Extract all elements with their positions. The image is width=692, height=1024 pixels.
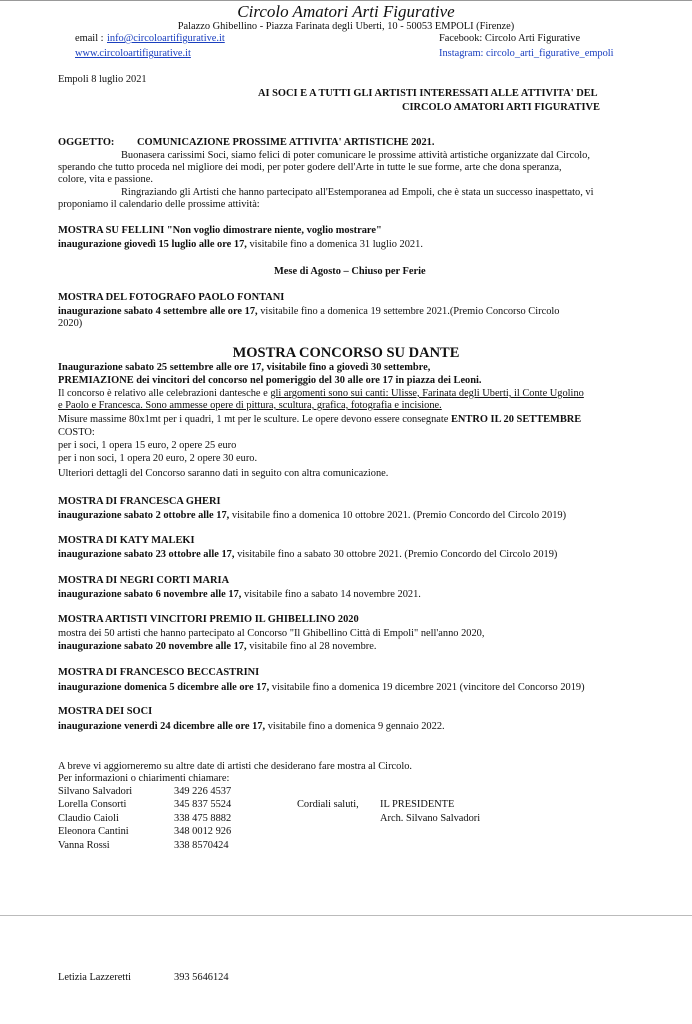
contact-name-3: Claudio Caioli: [58, 813, 119, 824]
dante-premiazione-detail: dei vincitori del concorso nel pomeriggio del 30 alle ore 17 in piazza dei Leoni.: [136, 375, 482, 386]
closing-greeting: Cordiali saluti,: [297, 799, 359, 810]
closing-update: A breve vi aggiorneremo su altre date di artisti che desiderano fare mostra al Circolo.: [58, 761, 413, 772]
contact-name-2: Lorella Consorti: [58, 799, 127, 810]
beccastrini-dates: [58, 682, 585, 694]
letter-date: Empoli 8 luglio 2021: [58, 74, 147, 85]
intro-p2-line1: Ringraziando gli Artisti che hanno partecipato all'Estemporanea ad Empoli, che è stata un successo inaspettato, vi: [121, 187, 594, 198]
fellini-title: MOSTRA SU FELLINI "Non voglio dimostrare niente, voglio mostrare": [58, 225, 382, 236]
contact-name-1: Silvano Salvadori: [58, 786, 133, 797]
letterhead-address: Palazzo Ghibellino - Piazza Farinata degli Uberti, 10 - 50053 EMPOLI (Firenze): [177, 21, 515, 32]
ghibellino-dates: [58, 641, 376, 653]
fontani-title: MOSTRA DEL FOTOGRAFO PAOLO FONTANI: [58, 292, 285, 303]
recipients-line-2: CIRCOLO AMATORI ARTI FIGURATIVE: [402, 102, 600, 113]
ghibellino-visiting: visitabile fino al 28 novembre.: [249, 641, 377, 652]
contact-name-5: Vanna Rossi: [58, 840, 110, 851]
contact-phone-1: 349 226 4537: [174, 786, 232, 797]
contact-phone-3: 338 475 8882: [174, 813, 232, 824]
closing-role: IL PRESIDENTE: [380, 799, 455, 810]
fellini-dates: [58, 239, 423, 251]
email-label: email :: [75, 33, 104, 44]
top-border: [0, 0, 692, 1]
letterhead-title: Circolo Amatori Arti Figurative: [237, 2, 455, 21]
contact-name-4: Eleonora Cantini: [58, 826, 129, 837]
website-link[interactable]: www.circoloartifigurative.it: [75, 48, 191, 59]
fontani-dates-cont: 2020): [58, 318, 83, 329]
ghibellino-desc: mostra dei 50 artisti che hanno partecipato al Concorso "Il Ghibellino Città di Empoli" nell'anno 2020,: [58, 628, 485, 639]
dante-premiazione: PREMIAZIONE: [58, 375, 134, 386]
dante-cost-label: COSTO:: [58, 427, 95, 438]
maleki-dates: [58, 549, 557, 561]
contact-phone-2: 345 837 5524: [174, 799, 232, 810]
closing-info: Per informazioni o chiarimenti chiamare:: [58, 773, 230, 784]
august-closure: Mese di Agosto – Chiuso per Ferie: [274, 266, 426, 277]
dante-more-details: Ulteriori dettagli del Concorso saranno dati in seguito con altra comunicazione.: [58, 468, 389, 479]
fontani-inauguration: inaugurazione sabato 4 settembre alle ore 17,: [58, 306, 258, 317]
soci-title: MOSTRA DEI SOCI: [58, 706, 153, 717]
negri-inauguration: inaugurazione sabato 6 novembre alle 17,: [58, 589, 242, 600]
soci-dates: [58, 721, 445, 733]
beccastrini-title: MOSTRA DI FRANCESCO BECCASTRINI: [58, 667, 260, 678]
intro-p1-line2: sperando che tutto proceda nel migliore dei modi, per poter godere dell'Arte in tutte le sue forme, arte che dona speranza,: [58, 162, 562, 173]
closing-signature: Arch. Silvano Salvadori: [380, 813, 481, 824]
dante-line3-b: gli argomenti sono sui canti: Ulisse, Farinata degli Uberti, il Conte Ugolino: [270, 388, 584, 399]
ghibellino-inauguration: inaugurazione sabato 20 novembre alle 17,: [58, 641, 247, 652]
dante-cost-members: per i soci, 1 opera 15 euro, 2 opere 25 euro: [58, 440, 237, 451]
dante-line3: [58, 388, 584, 400]
gheri-title: MOSTRA DI FRANCESCA GHERI: [58, 496, 221, 507]
dante-cost-nonmembers: per i non soci, 1 opera 20 euro, 2 opere 30 euro.: [58, 453, 258, 464]
extra-contact-phone: 393 5646124: [174, 972, 229, 983]
dante-line2: [58, 375, 482, 387]
subject-label: OGGETTO:: [58, 137, 115, 148]
fellini-inauguration: inaugurazione giovedì 15 luglio alle ore 17,: [58, 239, 247, 250]
negri-visiting: visitabile fino a sabato 14 novembre 2021.: [244, 589, 421, 600]
maleki-inauguration: inaugurazione sabato 23 ottobre alle 17,: [58, 549, 235, 560]
intro-p1-line3: colore, vita e passione.: [58, 174, 153, 185]
negri-dates: [58, 589, 421, 601]
recipients-line-1: AI SOCI E A TUTTI GLI ARTISTI INTERESSATI ALLE ATTIVITA' DEL: [258, 88, 598, 99]
beccastrini-visiting: visitabile fino a domenica 19 dicembre 2021 (vincitore del Concorso 2019): [271, 682, 585, 693]
dante-deadline: ENTRO IL 20 SETTEMBRE: [451, 414, 582, 425]
fontani-dates: [58, 306, 559, 318]
dante-line4: e Paolo e Francesca. Sono ammesse opere di pittura, scultura, grafica, fotografia e incisione.: [58, 400, 442, 411]
dante-line5: [58, 414, 581, 426]
dante-line1: Inaugurazione sabato 25 settembre alle ore 17, visitabile fino a giovedì 30 settembre,: [58, 362, 431, 373]
soci-inauguration: inaugurazione venerdì 24 dicembre alle ore 17,: [58, 721, 266, 732]
email-link[interactable]: info@circoloartifigurative.it: [107, 33, 225, 44]
maleki-visiting: visitabile fino a sabato 30 ottobre 2021. (Premio Concordo del Circolo 2019): [237, 549, 558, 560]
subject-text: COMUNICAZIONE PROSSIME ATTIVITA' ARTISTICHE 2021.: [137, 137, 435, 148]
negri-title: MOSTRA DI NEGRI CORTI MARIA: [58, 575, 230, 586]
dante-title: MOSTRA CONCORSO SU DANTE: [232, 345, 460, 361]
maleki-title: MOSTRA DI KATY MALEKI: [58, 535, 195, 546]
page-separator: [0, 915, 692, 916]
facebook-text: Facebook: Circolo Arti Figurative: [439, 33, 581, 44]
extra-contact-name: Letizia Lazzeretti: [58, 972, 131, 983]
contact-phone-5: 338 8570424: [174, 840, 229, 851]
contact-phone-4: 348 0012 926: [174, 826, 232, 837]
gheri-visiting: visitabile fino a domenica 10 ottobre 2021. (Premio Concordo del Circolo 2019): [231, 510, 567, 521]
fellini-visiting: visitabile fino a domenica 31 luglio 2021.: [249, 239, 423, 250]
dante-line3-a: Il concorso è relativo alle celebrazioni dantesche e: [58, 388, 271, 399]
instagram-text: Instagram: circolo_arti_figurative_empoli: [439, 48, 614, 59]
gheri-inauguration: inaugurazione sabato 2 ottobre alle 17,: [58, 510, 230, 521]
intro-p1-line1: Buonasera carissimi Soci, siamo felici di poter comunicare le prossime attività artistiche organizzate dal Circolo,: [121, 150, 590, 161]
dante-line5-a: Misure massime 80x1mt per i quadri, 1 mt per le sculture. Le opere devono essere consegnate: [58, 414, 451, 425]
soci-visiting: visitabile fino a domenica 9 gennaio 2022.: [267, 721, 445, 732]
fontani-visiting: visitabile fino a domenica 19 settembre 2021.(Premio Concorso Circolo: [260, 306, 560, 317]
beccastrini-inauguration: inaugurazione domenica 5 dicembre alle ore 17,: [58, 682, 270, 693]
intro-p2-line2: proponiamo il calendario delle prossime attività:: [58, 199, 260, 210]
ghibellino-title: MOSTRA ARTISTI VINCITORI PREMIO IL GHIBELLINO 2020: [58, 614, 359, 625]
gheri-dates: [58, 510, 566, 522]
